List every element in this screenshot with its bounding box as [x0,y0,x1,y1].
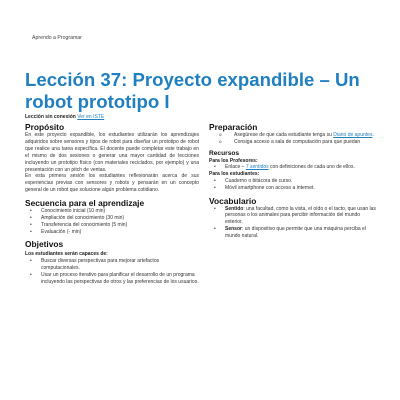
page-title: Lección 37: Proyecto expandible – Un robot prototipo I [25,69,360,112]
vocabulario-list [209,206,377,240]
preparacion-heading: Preparación [209,122,258,132]
list-item: • Conocimiento inicial (10 min) [25,208,199,215]
list-item: o Consiga acceso a sala de computación para que puedan [209,139,377,146]
left-column [25,122,199,285]
iste-link[interactable]: Ver en ISTE [77,114,105,120]
list-item: • Cuaderno o bitácora de curso. [209,178,377,185]
estudiantes-list [209,178,377,192]
proposito-paragraph-2: En esta primera sesión los estudiantes reflexionarán acerca de sus experiencias previas con sensores y robots y pensarán en un concepto general de un robot que solucione algún problema cotidiano. [25,173,199,194]
diario-link[interactable]: Diario de apuntes [333,132,373,138]
list-item: • Usar un proceso iterativo para planificar el desarrollo de un programa incluyendo las perspectivas de otros y las preferencias de los usuarios. [25,272,199,286]
secuencia-list [25,208,199,235]
list-item: • Ampliación del conocimiento (30 min) [25,215,199,222]
secuencia-heading: Secuencia para el aprendizaje [25,198,145,209]
list-item: • Sensor: un dispositivo que permite que una máquina perciba el mundo natural. [209,226,377,240]
vocabulario-heading: Vocabulario [209,195,257,206]
objetivos-list [25,258,199,285]
list-item: • Móvil smartphone con acceso a internet. [209,185,377,192]
objetivos-label: Los estudiantes serán capaces de: [25,251,108,258]
sentidos-link[interactable]: 7 sentidos [245,164,269,171]
estudiantes-label: Para los estudiantes: [209,171,260,178]
lesson-subtitle [25,114,104,120]
list-item: • Transferencia del conocimiento (5 min) [25,222,199,229]
list-item: • Enlace – 7 sentidos con definiciones de cada uno de ellos. [209,164,377,171]
proposito-heading: Propósito [25,122,65,132]
profesores-label: Para los Profesores: [209,157,258,164]
right-column [209,122,377,240]
profesores-list [209,164,377,171]
objetivos-heading: Objetivos [25,239,64,250]
list-item: • Evaluación (- min) [25,229,199,236]
course-header: Aprendo a Programar [32,35,82,41]
offline-label: Lección sin conexión [25,114,76,120]
recursos-heading: Recursos [209,149,240,157]
list-item: • Buscar diversas perspectivas para mejorar artefactos computacionales. [25,258,199,272]
proposito-paragraph-1: En este proyecto expandible, los estudiantes utilizarán los aprendizajes adquiridos sobre sensores y tipos de robot para diseñar un prototipo de robot que realice una tarea específica. El docente puede completar este trabajo en el mismo de dos sesiones o generar una mayor cantidad de lecciones incluyendo un prototipo físico (con materiales reciclados, por ejemplo) y una presentación con un pitch de ventas. [25,132,199,173]
list-item: • Sentido: una facultad, como la vista, el oído o el tacto, que usan las personas o los animales para percibir información del mundo exterior. [209,206,377,226]
preparacion-list [209,132,377,146]
list-item: o Asegúrese de que cada estudiante tenga su Diario de apuntes. [209,132,377,139]
